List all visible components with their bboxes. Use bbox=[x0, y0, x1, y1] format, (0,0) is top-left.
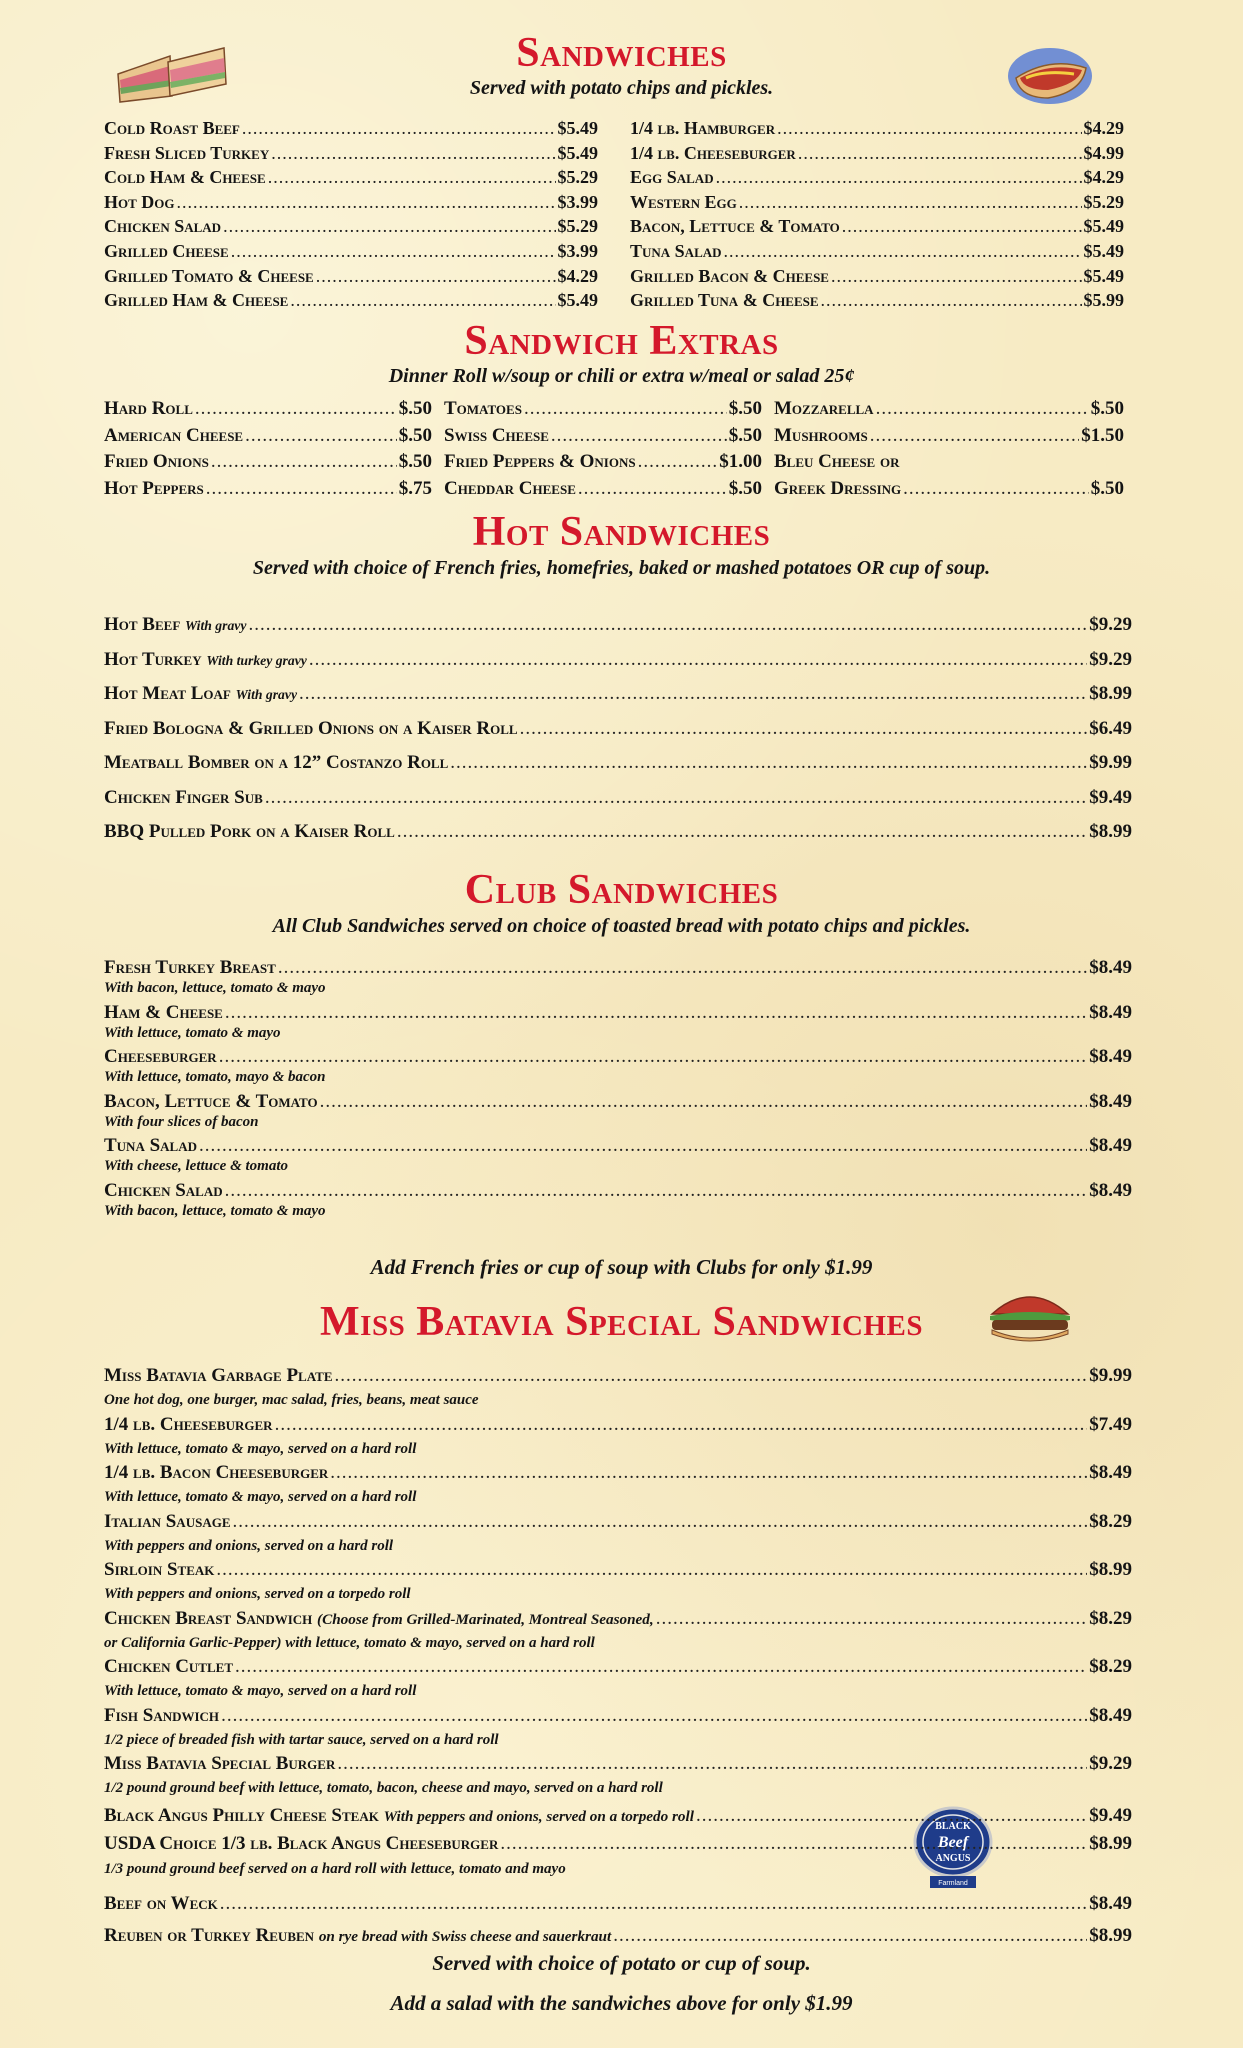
item-description: With peppers and onions, served on a hard roll bbox=[104, 1537, 394, 1554]
logo-line4: Farmland bbox=[938, 1880, 968, 1887]
list-item: Hard Roll ..... $.50 bbox=[104, 396, 432, 423]
list-item: Cheeseburger ..... $8.49 bbox=[104, 1045, 1132, 1069]
list-item: Bacon, Lettuce & Tomato ..... $5.49 bbox=[630, 214, 1124, 239]
list-item: Hot Peppers ..... $.75 bbox=[104, 476, 432, 503]
list-item: Fried Bologna & Grilled Onions on a Kaiser Roll ..... $6.49 bbox=[104, 712, 1132, 747]
list-item: Bacon, Lettuce & Tomato ..... $8.49 bbox=[104, 1090, 1132, 1114]
item-description: With lettuce, tomato & mayo bbox=[104, 1024, 281, 1041]
item-description: or California Garlic-Pepper) with lettuce, tomato & mayo, served on a hard roll bbox=[104, 1634, 595, 1651]
list-item: Western Egg ..... $5.29 bbox=[630, 190, 1124, 215]
list-item: Hot Turkey With turkey gravy ..... $9.29 bbox=[104, 643, 1132, 678]
item-description: With bacon, lettuce, tomato & mayo bbox=[104, 1202, 326, 1219]
item-description: With lettuce, tomato, mayo & bacon bbox=[104, 1069, 326, 1085]
sandwiches-right-column bbox=[630, 116, 1124, 313]
list-item: Swiss Cheese ..... $.50 bbox=[444, 423, 762, 450]
list-item: Grilled Tomato & Cheese ..... $4.29 bbox=[104, 264, 598, 289]
list-item: Grilled Tuna & Cheese ..... $5.99 bbox=[630, 288, 1124, 313]
list-item: USDA Choice 1/3 lb. Black Angus Cheeseburger ..... $8.99 bbox=[104, 1831, 1132, 1857]
list-item: Chicken Salad ..... $5.29 bbox=[104, 214, 598, 239]
list-item: Grilled Bacon & Cheese ..... $5.49 bbox=[630, 264, 1124, 289]
extras-section bbox=[0, 318, 1243, 388]
hot-sandwiches-section bbox=[0, 508, 1243, 580]
sandwiches-title: Sandwiches bbox=[516, 30, 727, 76]
list-item: Chicken Finger Sub ..... $9.49 bbox=[104, 781, 1132, 816]
list-item: Cheddar Cheese ..... $.50 bbox=[444, 476, 762, 503]
list-item: Fish Sandwich ..... $8.49 bbox=[104, 1704, 1132, 1728]
special-sandwiches-section bbox=[0, 1296, 1243, 1348]
item-description: 1/2 pound ground beef with lettuce, tomato, bacon, cheese and mayo, served on a hard roll bbox=[104, 1780, 663, 1796]
club-sandwiches-section bbox=[0, 866, 1243, 938]
list-item: Tuna Salad ..... $5.49 bbox=[630, 239, 1124, 264]
logo-line3: ANGUS bbox=[935, 1853, 971, 1864]
item-description: With cheese, lettuce & tomato bbox=[104, 1158, 289, 1174]
special-footer-note: Served with choice of potato or cup of soup. bbox=[432, 1951, 811, 1975]
list-item: 1/4 lb. Bacon Cheeseburger ..... $8.49 bbox=[104, 1461, 1132, 1485]
list-item: Tomatoes ..... $.50 bbox=[444, 396, 762, 423]
extras-subtitle: Dinner Roll w/soup or chili or extra w/meal or salad 25¢ bbox=[388, 365, 855, 387]
list-item: Tuna Salad ..... $8.49 bbox=[104, 1134, 1132, 1158]
list-item: Hot Beef With gravy ..... $9.29 bbox=[104, 608, 1132, 643]
list-item: Cold Ham & Cheese ..... $5.29 bbox=[104, 165, 598, 190]
list-item: Grilled Cheese ..... $3.99 bbox=[104, 239, 598, 264]
list-item: Reuben or Turkey Reuben on rye bread with Swiss cheese and sauerkraut ..... $8.99 bbox=[104, 1921, 1132, 1951]
club-add-note: Add French fries or cup of soup with Clubs for only $1.99 bbox=[370, 1255, 873, 1279]
list-item: Chicken Breast Sandwich (Choose from Grilled-Marinated, Montreal Seasoned, ..... $8.29 bbox=[104, 1607, 1132, 1631]
list-item: Sirloin Steak ..... $8.99 bbox=[104, 1558, 1132, 1582]
item-description: 1/3 pound ground beef served on a hard roll with lettuce, tomato and mayo bbox=[104, 1860, 566, 1877]
list-item: Fresh Turkey Breast ..... $8.49 bbox=[104, 956, 1132, 980]
list-item: Meatball Bomber on a 12” Costanzo Roll ..... $9.99 bbox=[104, 746, 1132, 781]
list-item: Grilled Ham & Cheese ..... $5.49 bbox=[104, 288, 598, 313]
list-item: Chicken Salad ..... $8.49 bbox=[104, 1179, 1132, 1203]
list-item: 1/4 lb. Cheeseburger ..... $7.49 bbox=[104, 1413, 1132, 1437]
item-description: With lettuce, tomato & mayo, served on a hard roll bbox=[104, 1683, 417, 1699]
list-item: BBQ Pulled Pork on a Kaiser Roll ..... $8.99 bbox=[104, 815, 1132, 850]
logo-line2: Beef bbox=[937, 1834, 969, 1851]
list-item: Mushrooms ..... $1.50 bbox=[774, 423, 1124, 450]
item-description: With peppers and onions, served on a torpedo roll bbox=[104, 1586, 411, 1602]
list-item: Mozzarella ..... $.50 bbox=[774, 396, 1124, 423]
list-item: 1/4 lb. Hamburger ..... $4.29 bbox=[630, 116, 1124, 141]
extras-column-3 bbox=[774, 396, 1124, 502]
sandwiches-left-column bbox=[104, 116, 598, 313]
sandwiches-subtitle: Served with potato chips and pickles. bbox=[469, 77, 774, 99]
item-description: 1/2 piece of breaded fish with tartar sauce, served on a hard roll bbox=[104, 1731, 499, 1748]
special-sandwiches-title: Miss Batavia Special Sandwiches bbox=[320, 1299, 923, 1345]
list-item: Egg Salad ..... $4.29 bbox=[630, 165, 1124, 190]
list-item: American Cheese ..... $.50 bbox=[104, 423, 432, 450]
list-item: Hot Dog ..... $3.99 bbox=[104, 190, 598, 215]
item-description: With bacon, lettuce, tomato & mayo bbox=[104, 980, 326, 996]
logo-line1: BLACK bbox=[935, 1821, 971, 1832]
list-item: Black Angus Philly Cheese Steak With peppers and onions, served on a torpedo roll ..... $9.49 bbox=[104, 1801, 1132, 1831]
list-item: Chicken Cutlet ..... $8.29 bbox=[104, 1655, 1132, 1679]
item-description: With lettuce, tomato & mayo, served on a hard roll bbox=[104, 1489, 417, 1505]
extras-column-2 bbox=[444, 396, 762, 502]
list-item: Bleu Cheese or bbox=[774, 451, 900, 472]
extras-columns bbox=[104, 396, 1124, 502]
item-description: With four slices of bacon bbox=[104, 1113, 259, 1130]
list-item: Hot Meat Loaf With gravy ..... $8.99 bbox=[104, 677, 1132, 712]
list-item: Greek Dressing ..... $.50 bbox=[774, 476, 1124, 503]
list-item: Fried Onions ..... $.50 bbox=[104, 449, 432, 476]
sandwiches-columns bbox=[104, 116, 1124, 313]
hot-sandwiches-list bbox=[104, 608, 1132, 850]
special-sandwiches-list bbox=[104, 1364, 1132, 1951]
club-sandwiches-title: Club Sandwiches bbox=[464, 867, 779, 913]
list-item: Fried Peppers & Onions ..... $1.00 bbox=[444, 449, 762, 476]
list-item: 1/4 lb. Cheeseburger ..... $4.99 bbox=[630, 141, 1124, 166]
list-item: Italian Sausage ..... $8.29 bbox=[104, 1510, 1132, 1534]
list-item: Miss Batavia Garbage Plate ..... $9.99 bbox=[104, 1364, 1132, 1388]
item-description: With lettuce, tomato & mayo, served on a hard roll bbox=[104, 1440, 417, 1457]
hot-sandwiches-subtitle: Served with choice of French fries, homefries, baked or mashed potatoes OR cup of soup. bbox=[252, 557, 991, 579]
list-item: Ham & Cheese ..... $8.49 bbox=[104, 1001, 1132, 1025]
list-item: Miss Batavia Special Burger ..... $9.29 bbox=[104, 1752, 1132, 1776]
list-item: Cold Roast Beef ..... $5.49 bbox=[104, 116, 598, 141]
club-sandwiches-subtitle: All Club Sandwiches served on choice of toasted bread with potato chips and pickles. bbox=[272, 915, 971, 937]
sandwiches-section bbox=[0, 30, 1243, 100]
list-item: Beef on Weck ..... $8.49 bbox=[104, 1887, 1132, 1921]
special-salad-note: Add a salad with the sandwiches above for only $1.99 bbox=[390, 1991, 853, 2015]
extras-title: Sandwich Extras bbox=[464, 318, 779, 364]
list-item: Fresh Sliced Turkey ..... $5.49 bbox=[104, 141, 598, 166]
extras-column-1 bbox=[104, 396, 432, 502]
hot-sandwiches-title: Hot Sandwiches bbox=[472, 509, 771, 555]
club-sandwiches-list bbox=[104, 956, 1132, 1223]
item-description: One hot dog, one burger, mac salad, fries, beans, meat sauce bbox=[104, 1392, 479, 1408]
